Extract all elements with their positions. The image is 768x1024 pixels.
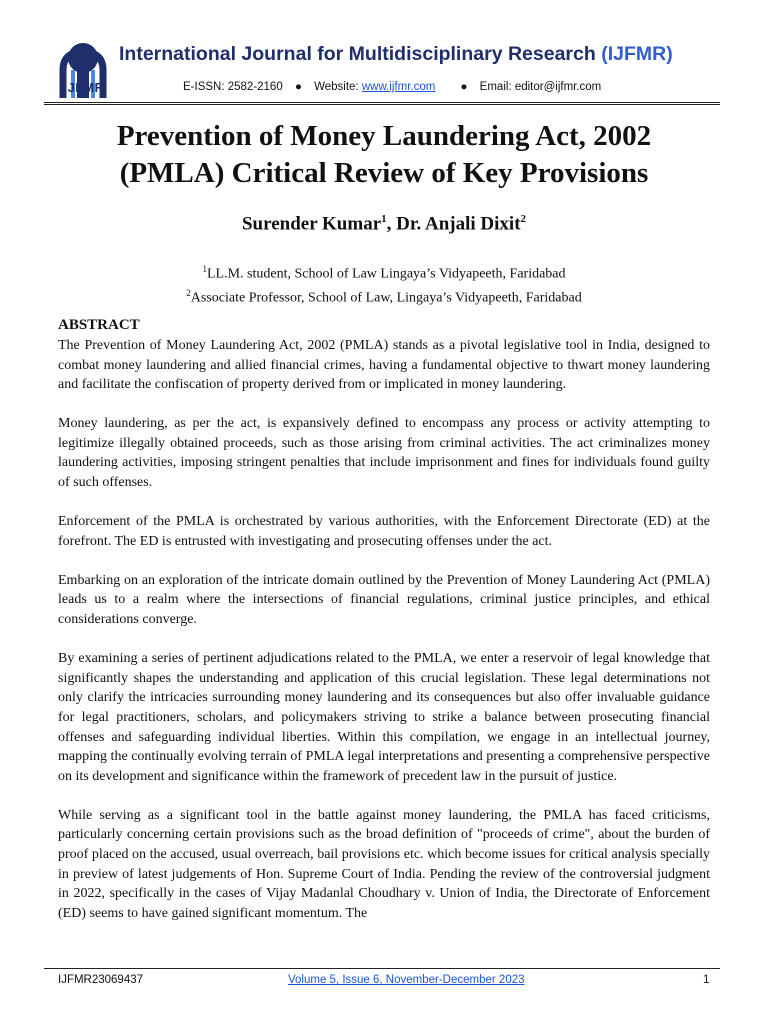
author-name: Surender Kumar (241, 213, 382, 235)
affiliation-text: LL.M. student, School of Law Lingaya’s Vidyapeeth, Faridabad (206, 266, 566, 282)
bullet-separator: ● (294, 81, 302, 93)
affiliation (60, 260, 708, 284)
bullet-separator: ● (460, 81, 468, 93)
email: Email: editor@ijfmr.com (479, 81, 602, 93)
author-sup: 1 (381, 213, 387, 225)
journal-title (119, 43, 719, 66)
website-label: Website: (314, 81, 359, 93)
abstract-paragraph: The Prevention of Money Laundering Act, 2002 (PMLA) stands as a pivotal legislative tool in India, designed to combat money laundering and allied financial crimes, having a fundamental objective to thwart money laundering and facilitate the confiscation of property derived from or implicated in money laundering. (58, 338, 710, 393)
abstract-paragraph: Money laundering, as per the act, is expansively defined to encompass any process or activity attempting to legitimize illegally obtained proceeds, such as those arising from criminal activities. The act criminalizes money laundering activities, imposing stringent penalties that include imprisonment and fines for individuals found guilty of such offenses. (58, 416, 710, 491)
footer-rule (44, 968, 720, 969)
author-separator: , (386, 213, 397, 235)
affiliations (60, 260, 708, 308)
paper-id: IJFMR23069437 (58, 974, 144, 986)
abstract-body (58, 336, 710, 943)
affiliation (60, 284, 708, 308)
abstract-heading: ABSTRACT (58, 317, 140, 333)
title-line: Prevention of Money Laundering Act, 2002 (116, 120, 652, 152)
paper-title (60, 118, 708, 192)
authors (60, 213, 708, 235)
abstract-paragraph: By examining a series of pertinent adjudications related to the PMLA, we enter a reservoir of legal knowledge that significantly shapes the understanding and application of this crucial legislation. These legal determinations not only clarify the intricacies surrounding money laundering and its consequences but also offer invaluable guidance for legal practitioners, scholars, and policymakers striving to strike a balance between prosecuting financial offenses and safeguarding individual liberties. Within this compilation, we engage in an intellectual journey, mapping the continually evolving terrain of PMLA legal interpretations and presenting a comprehensive perspective on its development and significance within the framework of precedent law in the pursuit of justice. (58, 651, 710, 784)
affiliation-sup: 2 (186, 288, 191, 299)
page-number: 1 (703, 974, 710, 986)
abstract-paragraph: Enforcement of the PMLA is orchestrated by various authorities, with the Enforcement Directorate (ED) at the forefront. The ED is entrusted with investigating and prosecuting offenses under the act. (58, 514, 710, 549)
header-rule (44, 102, 720, 103)
title-line: (PMLA) Critical Review of Key Provisions (119, 157, 649, 189)
author-name: Dr. Anjali Dixit (396, 213, 521, 235)
abstract-paragraph: Embarking on an exploration of the intricate domain outlined by the Prevention of Money Laundering Act (PMLA) leads us to a realm where the intersections of financial regulations, criminal justice principles, and ethical considerations converge. (58, 572, 710, 628)
journal-name: International Journal for Multidisciplinary Research (119, 43, 596, 65)
abstract-paragraph: While serving as a significant tool in the battle against money laundering, the PMLA has faced criticisms, particularly concerning certain provisions such as the broad definition of "proceeds of crime", about the burden of proof placed on the accused, usual overreach, bail provisions etc. which become issues for critical analysis specially in preview of latest judgements of Hon. Supreme Court of India. Pending the review of the controversial judgment in 2022, specifically in the cases of Vijay Madanlal Choudhary v. Union of India, the Directorate of Enforcement (ED) seems to have gained significant momentum. The (58, 807, 710, 921)
logo-text: IJFMR (63, 80, 105, 95)
author-sup: 2 (520, 213, 527, 225)
affiliation-sup: 1 (202, 264, 207, 274)
website-link[interactable]: www.ijfmr.com (361, 81, 436, 93)
issue-link[interactable]: Volume 5, Issue 6, November-December 2023 (288, 974, 525, 986)
affiliation-text: Associate Professor, School of Law, Lingaya’s Vidyapeeth, Faridabad (190, 290, 582, 306)
eissn: E-ISSN: 2582-2160 (183, 81, 283, 93)
header-rule (44, 104, 720, 105)
journal-abbr: (IJFMR) (601, 43, 673, 65)
header-meta (183, 81, 601, 93)
